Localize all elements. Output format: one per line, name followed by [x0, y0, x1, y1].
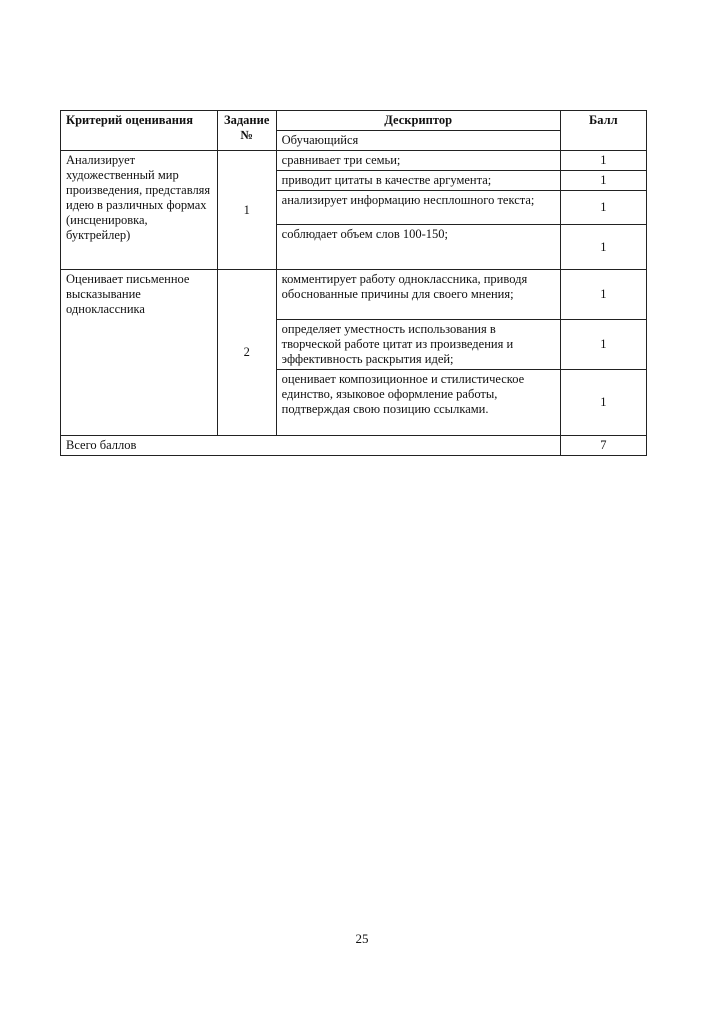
descriptor-cell: анализирует информацию несплошного текста;: [276, 191, 560, 225]
header-task: Задание №: [217, 111, 276, 151]
task-number-2: 2: [217, 270, 276, 436]
criterion-cell-1: Анализирует художественный мир произведения, представляя идею в различных формах (инсценировка, буктрейлер): [61, 151, 218, 270]
descriptor-cell: приводит цитаты в качестве аргумента;: [276, 171, 560, 191]
header-descriptor-learner: Обучающийся: [276, 131, 560, 151]
header-descriptor: Дескриптор: [276, 111, 560, 131]
assessment-criteria-table: [60, 110, 647, 456]
descriptor-cell: определяет уместность использования в творческой работе цитат из произведения и эффективность раскрытия идей;: [276, 320, 560, 370]
total-label: Всего баллов: [61, 436, 561, 456]
header-score: Балл: [560, 111, 646, 151]
score-cell: 1: [560, 151, 646, 171]
table-row: [61, 270, 647, 320]
score-cell: 1: [560, 320, 646, 370]
table-row: [61, 151, 647, 171]
descriptor-cell: комментирует работу одноклассника, приводя обоснованные причины для своего мнения;: [276, 270, 560, 320]
score-cell: 1: [560, 370, 646, 436]
task-number-1: 1: [217, 151, 276, 270]
header-criterion: Критерий оценивания: [61, 111, 218, 151]
score-cell: 1: [560, 191, 646, 225]
descriptor-cell: сравнивает три семьи;: [276, 151, 560, 171]
score-cell: 1: [560, 270, 646, 320]
total-value: 7: [560, 436, 646, 456]
score-cell: 1: [560, 225, 646, 270]
page-number: 25: [355, 931, 369, 946]
descriptor-cell: соблюдает объем слов 100-150;: [276, 225, 560, 270]
table-total-row: [61, 436, 647, 456]
score-cell: 1: [560, 171, 646, 191]
table-header-row: [61, 111, 647, 131]
descriptor-cell: оценивает композиционное и стилистическое единство, языковое оформление работы, подтверждая свою позицию ссылками.: [276, 370, 560, 436]
criterion-cell-2: Оценивает письменное высказывание одноклассника: [61, 270, 218, 436]
